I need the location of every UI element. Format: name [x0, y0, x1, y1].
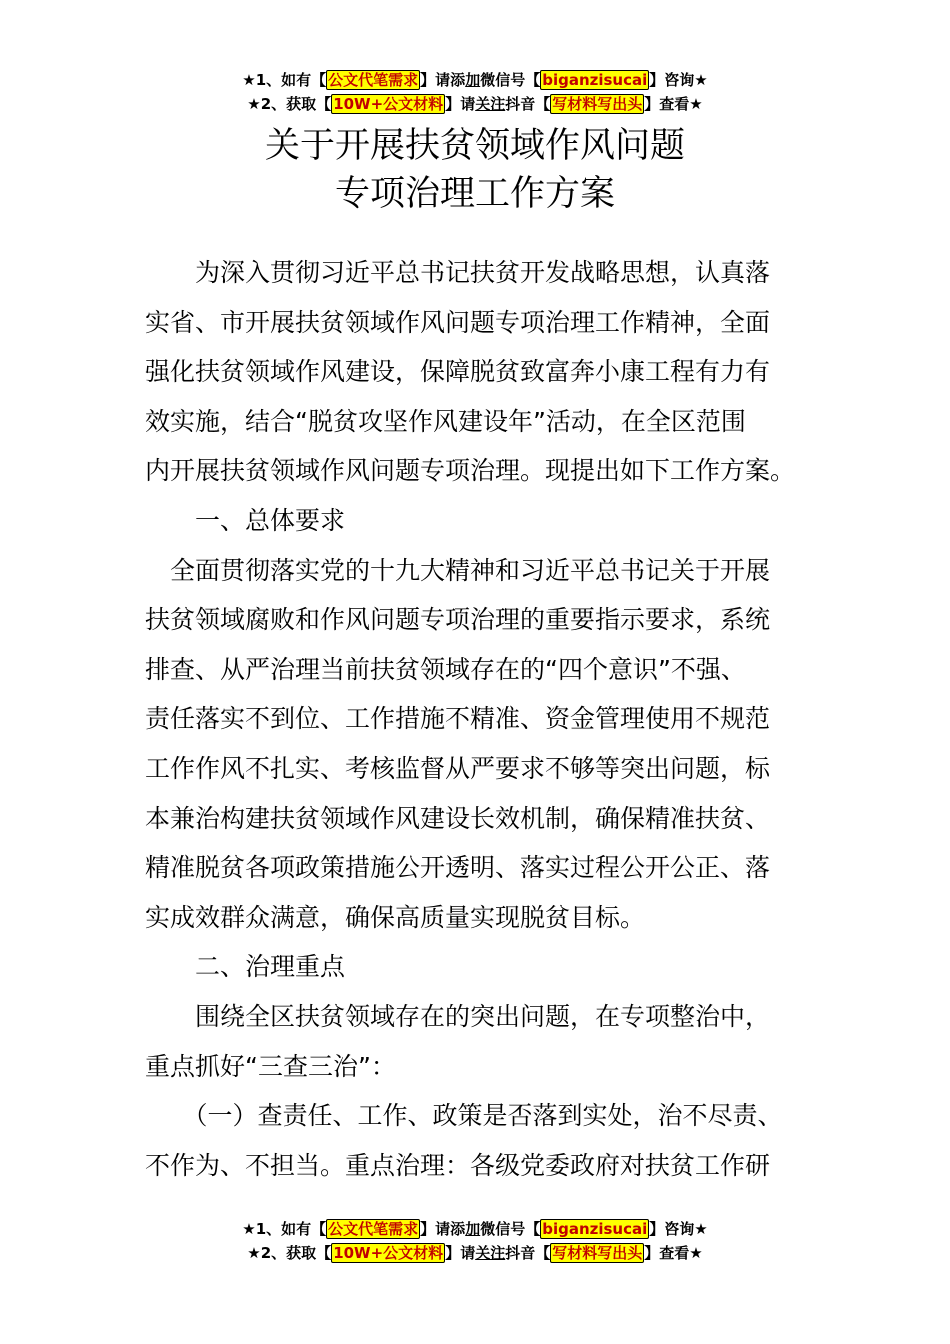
body-line: 责任落实不到位、工作措施不精准、资金管理使用不规范: [145, 704, 771, 734]
promo-text: 微信号【: [480, 71, 541, 89]
title-line-2: 专项治理工作方案: [334, 174, 615, 214]
promo-underlined-text: 关注: [475, 95, 506, 113]
body-line: （一）查责任、工作、政策是否落到实处，治不尽责、: [145, 1101, 783, 1131]
section-heading: 一、总体要求: [145, 505, 346, 535]
promo-text: ★2、获取【: [247, 95, 332, 113]
promo-douyin-id: 写材料写出头: [552, 95, 643, 113]
promo-highlight: 10W+公文材料: [333, 1244, 444, 1262]
promo-text: ★2、获取【: [247, 1244, 332, 1262]
promo-banner-top: [0, 68, 950, 116]
promo-douyin-id: 写材料写出头: [552, 1244, 643, 1262]
promo-text: 】请: [445, 95, 476, 113]
promo-line-2: [0, 1241, 950, 1265]
body-line: 精准脱贫各项政策措施公开透明、落实过程公开公正、落: [145, 853, 771, 883]
promo-highlight: 公文代笔需求: [328, 71, 419, 89]
promo-text: 】咨询★: [649, 1220, 708, 1238]
body-line: 效实施，结合“脱贫攻坚作风建设年”活动，在全区范围: [145, 406, 746, 436]
body-line: 不作为、不担当。重点治理：各级党委政府对扶贫工作研: [145, 1150, 771, 1180]
body-line: 工作作风不扎实、考核监督从严要求不够等突出问题，标: [145, 753, 771, 783]
promo-highlight: 公文代笔需求: [328, 1220, 419, 1238]
body-line: 本兼治构建扶贫领域作风建设长效机制，确保精准扶贫、: [145, 803, 771, 833]
body-line: 实省、市开展扶贫领域作风问题专项治理工作精神，全面: [145, 307, 771, 337]
body-line: 重点抓好“三查三治”：: [145, 1051, 396, 1081]
promo-line-1: [0, 68, 950, 92]
promo-wechat-id: biganzisucai: [542, 71, 648, 89]
title-line-1: 关于开展扶贫领域作风问题: [264, 126, 685, 166]
promo-text: 抖音【: [505, 95, 551, 113]
body-line: 扶贫领域腐败和作风问题专项治理的重要指示要求，系统: [145, 605, 771, 635]
promo-text: 】查看★: [644, 95, 703, 113]
promo-text: 】请添: [420, 1220, 466, 1238]
promo-highlight: 10W+公文材料: [333, 95, 444, 113]
section-heading: 二、治理重点: [145, 952, 346, 982]
body-line: 内开展扶贫领域作风问题专项治理。现提出如下工作方案。: [145, 456, 796, 486]
body-line: 排查、从严治理当前扶贫领域存在的“四个意识”不强、: [145, 654, 746, 684]
promo-text: 】请: [445, 1244, 476, 1262]
promo-text: 】咨询★: [649, 71, 708, 89]
body-line: 全面贯彻落实党的十九大精神和习近平总书记关于开展: [145, 555, 771, 585]
promo-underlined-text: 加: [465, 71, 481, 89]
document-title: [0, 122, 950, 218]
body-line: 实成效群众满意，确保高质量实现脱贫目标。: [145, 902, 646, 932]
promo-text: 】请添: [420, 71, 466, 89]
document-body: [145, 248, 810, 1190]
body-line: 围绕全区扶贫领域存在的突出问题，在专项整治中，: [145, 1001, 771, 1031]
body-line: 强化扶贫领域作风建设，保障脱贫致富奔小康工程有力有: [145, 357, 771, 387]
promo-line-2: [0, 92, 950, 116]
promo-text: 】查看★: [644, 1244, 703, 1262]
promo-wechat-id: biganzisucai: [542, 1220, 648, 1238]
body-line: 为深入贯彻习近平总书记扶贫开发战略思想，认真落: [145, 258, 771, 287]
promo-text: 抖音【: [505, 1244, 551, 1262]
promo-text: ★1、如有【: [242, 1220, 327, 1238]
promo-underlined-text: 加: [465, 1220, 481, 1238]
promo-banner-bottom: [0, 1217, 950, 1265]
promo-line-1: [0, 1217, 950, 1241]
promo-underlined-text: 关注: [475, 1244, 506, 1262]
promo-text: 微信号【: [480, 1220, 541, 1238]
promo-text: ★1、如有【: [242, 71, 327, 89]
